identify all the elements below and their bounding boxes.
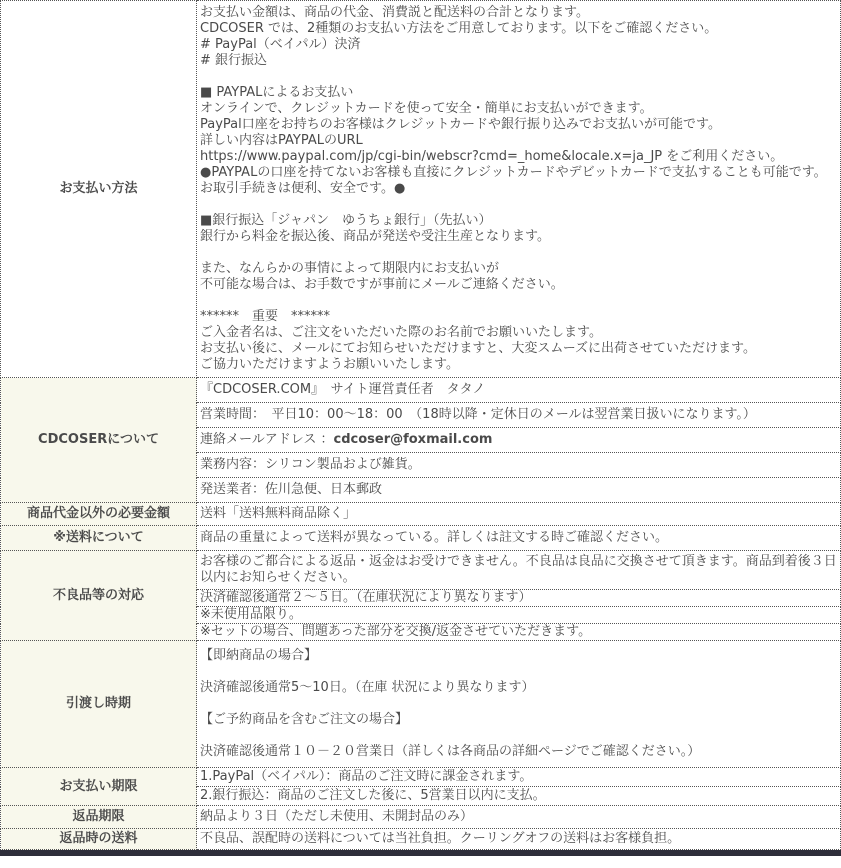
- row-payment-method: [1, 1, 841, 378]
- about-shippers: 発送業者：佐川急便、日本郵政: [197, 478, 841, 503]
- shipping-note-content: 商品の重量によって送料が異なっている。詳しくは註文する時ご確認ください。: [197, 526, 841, 551]
- payment-deadline-bank: 2.銀行振込：商品のご注文した後に、5営業日以内に支払。: [197, 787, 841, 806]
- row-header-about: CDCOSERについて: [1, 378, 197, 503]
- payment-deadline-paypal: 1.PayPal（ベイパル）：商品のご注文時に課金されます。: [197, 768, 841, 787]
- return-shipping-content: 不良品、誤配時の送料については当社負担。クーリングオフの送料はお客様負担。: [197, 829, 841, 850]
- row-header-extra-fees: 商品代金以外の必要金額: [1, 503, 197, 526]
- row-return-shipping: [1, 829, 841, 850]
- row-header-return-shipping: 返品時の送料: [1, 829, 197, 850]
- about-site-operator: 『CDCOSER.COM』 サイト運営責任者 タタノ: [197, 378, 841, 403]
- contact-email-label: 連絡メールアドレス ：: [200, 432, 334, 447]
- row-extra-fees: [1, 503, 841, 526]
- about-business-content: 業務内容：シリコン製品および雑貨。: [197, 453, 841, 478]
- defective-set-policy: ※セットの場合、問題あった部分を交換/返金させていただきます。: [197, 624, 841, 641]
- row-header-defective: 不良品等の対応: [1, 551, 197, 641]
- row-header-shipping-note: ※送料について: [1, 526, 197, 551]
- contact-email-address: cdcoser@foxmail.com: [333, 432, 493, 447]
- footer-divider-bar: [0, 850, 841, 856]
- about-business-hours: 営業時間： 平日10：00～18：00 （18時以降・定休日のメールは翌営業日扱いになります。）: [197, 403, 841, 428]
- row-return-deadline: [1, 806, 841, 829]
- row-shipping-note: [1, 526, 841, 551]
- extra-fees-content: 送料「送料無料商品除く」: [197, 503, 841, 526]
- return-deadline-content: 納品より３日（ただし未使用、未開封品のみ）: [197, 806, 841, 829]
- delivery-time-content: 【即納商品の場合】 決済確認後通常5～10日。（在庫 状況により異なります） 【ご予約商品を含むご注文の場合】 決済確認後通常１０－２０営業日（詳しくは各商品の詳細ページでご確認ください。）: [197, 641, 841, 768]
- defective-policy-main: お客様のご都合による返品・返金はお受けできません。不良品は良品に交換させて頂きます。商品到着後３日以内にお知らせください。: [197, 551, 841, 590]
- payment-method-content: お支払い金額は、商品の代金、消費説と配送料の合計となります。 CDCOSER では、2種類のお支払い方法をご用意しております。以下をご確認ください。 # PayPal（ベイパル）決済 # 銀行振込 ■ PAYPALによるお支払い オンラインで、クレジットカードを使って安全・簡単にお支払いができます。 PayPal口座をお持ちのお客様はクレジットカードや銀行振り込みでお支払いが可能です。 詳しい内容はPAYPALのURL https://www.paypal.com/jp/cgi-bin/webscr?cmd=_home&locale.x=ja_JP をご利用ください。 ●PAYPALの口座を持てないお客様も直接にクレジットカードやデビットカードで支払することも可能です。 お取引手続きは便利、安全です。● ■銀行振込「ジャパン ゆうちょ銀行」（先払い） 銀行から料金を振込後、商品が発送や受注生産となります。 また、なんらかの事情によって期限内にお支払いが 不可能な場合は、お手数ですが事前にメールご連絡ください。 ****** 重要 ****** ご入金者名は、ご注文をいただいた際のお名前でお願いいたします。 お支払い後に、メールにてお知らせいただけますと、大変スムーズに出荷させていただけます。 ご協力いただけますようお願いいたします。: [197, 1, 841, 378]
- row-defective-1: [1, 551, 841, 590]
- defective-processing-time: 決済確認後通常２～５日。（在庫状況により異なります）: [197, 590, 841, 607]
- row-about-site: [1, 378, 841, 403]
- row-header-return-deadline: 返品期限: [1, 806, 197, 829]
- row-header-payment-deadline: お支払い期限: [1, 768, 197, 806]
- defective-unused-only: ※未使用品限り。: [197, 607, 841, 624]
- row-delivery-time: [1, 641, 841, 768]
- row-payment-deadline-1: [1, 768, 841, 787]
- about-contact-email-cell: [197, 428, 841, 453]
- row-header-delivery-time: 引渡し時期: [1, 641, 197, 768]
- row-header-payment-method: お支払い方法: [1, 1, 197, 378]
